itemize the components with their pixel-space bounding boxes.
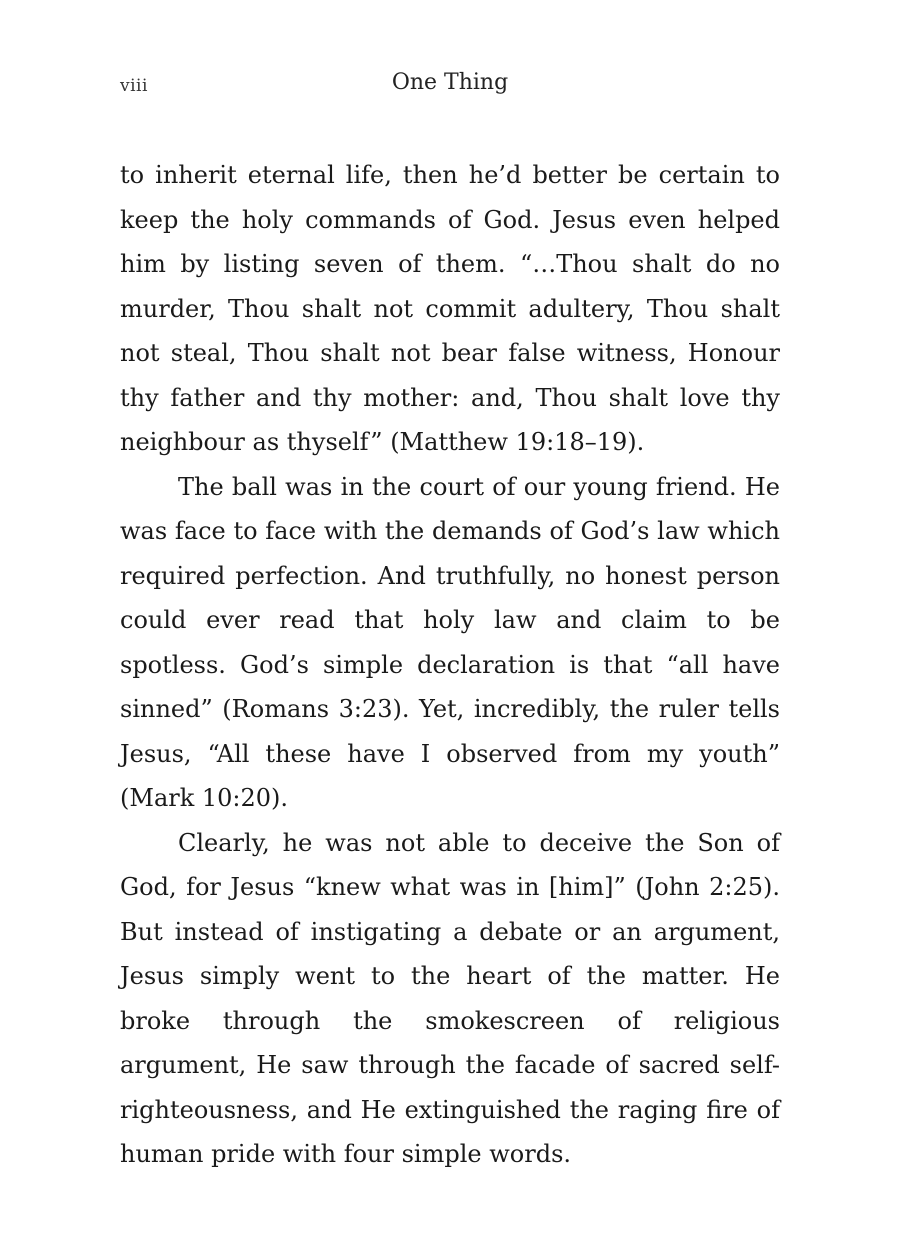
running-header [120, 70, 780, 102]
paragraph-2: The ball was in the court of our young friend. He was face to face with the demands of God’s law which required perfection. And truthfully, no honest person could ever read that holy law and claim to be spotless. God’s simple declaration is that “all have sinned” (Romans 3:23). Yet, incredibly, the ruler tells Jesus, “All these have I observed from my youth” (Mark 10:20). [120, 472, 780, 812]
body-text [120, 153, 780, 1177]
paragraph-1: to inherit eternal life, then he’d better be certain to keep the holy commands of God. Jesus even helped him by listing seven of them. “…Thou shalt do no murder, Thou shalt not commit adultery, Thou shalt not steal, Thou shalt not bear false witness, Honour thy father and thy mother: and, Thou shalt love thy neighbour as thyself” (Matthew 19:18–19). [120, 161, 780, 456]
running-title: One Thing [391, 70, 509, 95]
page-number: viii [120, 76, 148, 96]
paragraph-3: Clearly, he was not able to deceive the Son of God, for Jesus “knew what was in [him]” (John 2:25). But instead of instigating a debate or an argument, Jesus simply went to the heart of the matter. He broke through the smokescreen of religious argument, He saw through the facade of sacred self-righteousness, and He extinguished the raging fire of human pride with four simple words. [120, 828, 780, 1168]
